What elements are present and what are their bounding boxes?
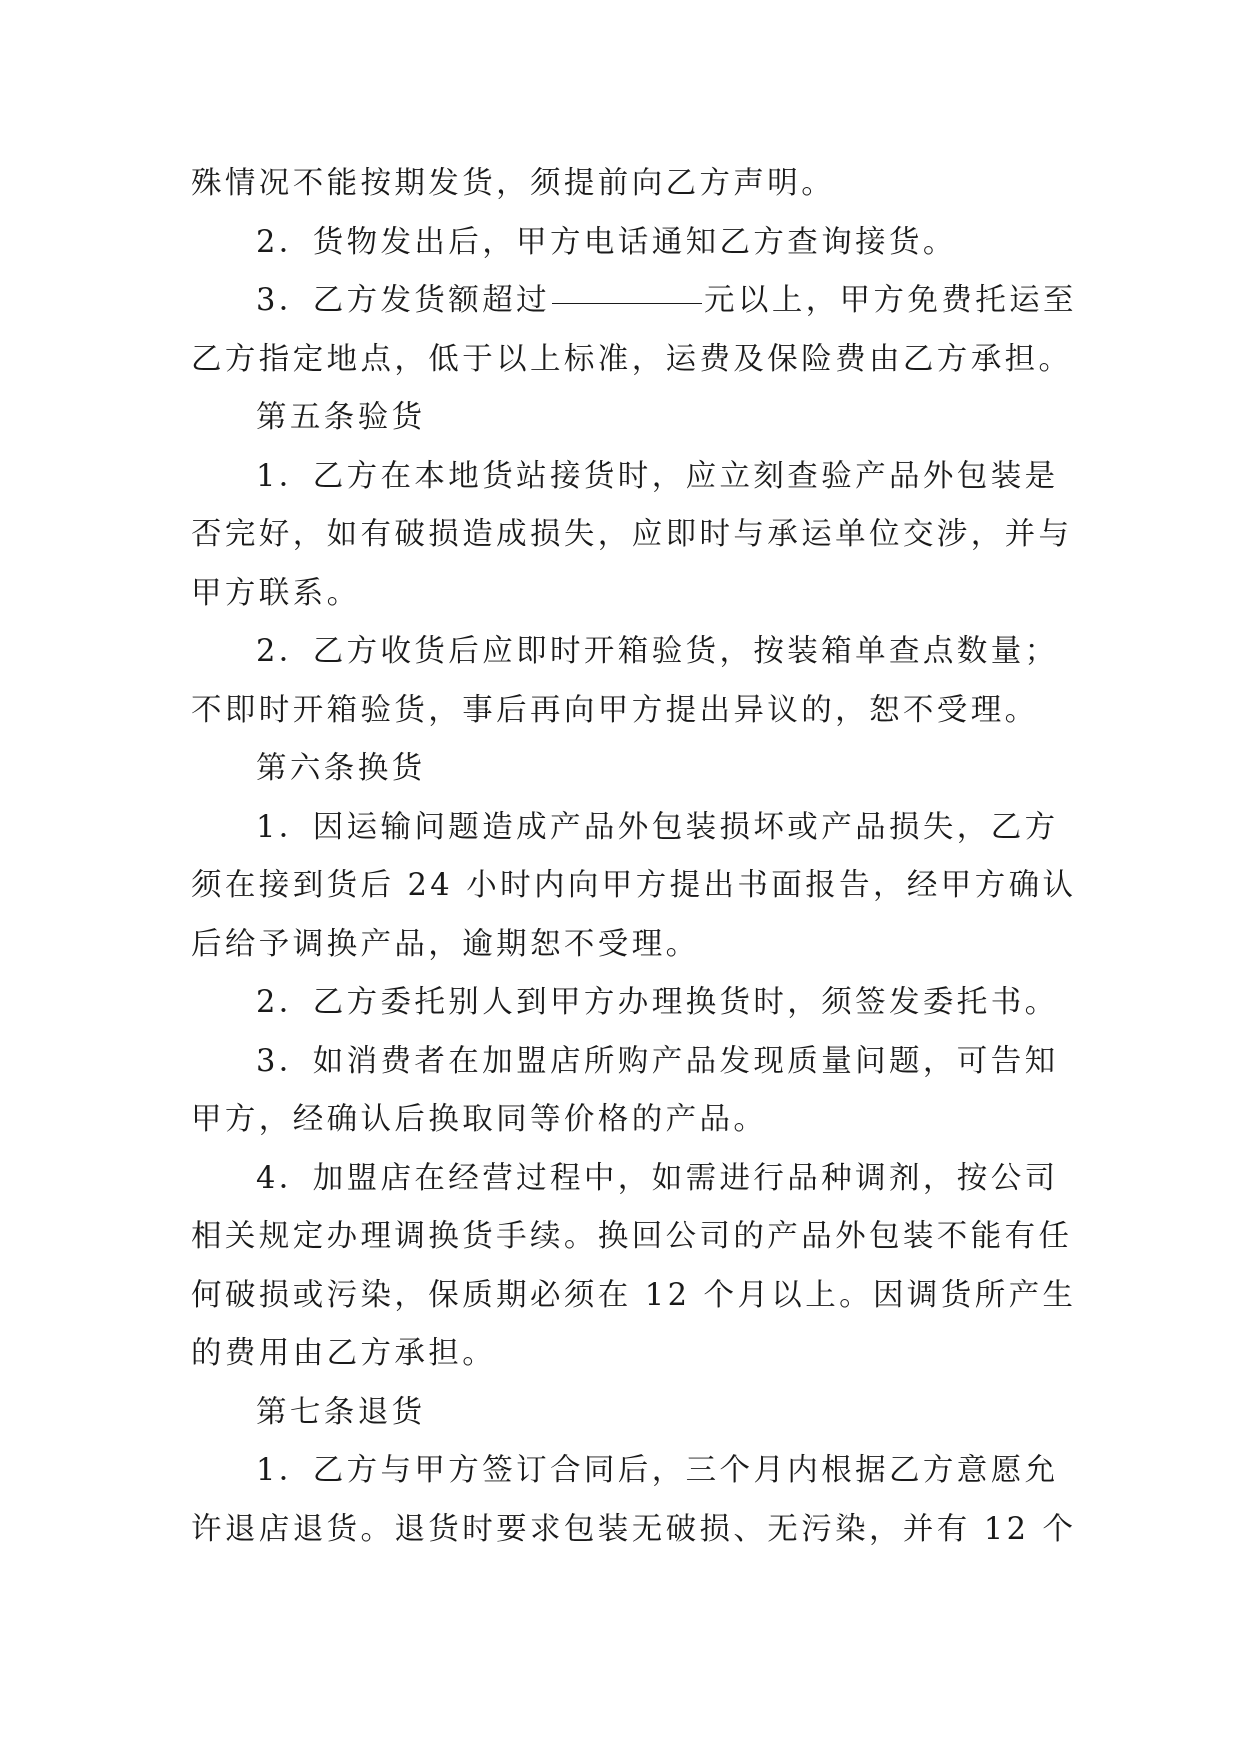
line-text: 3．乙方发货额超过: [256, 283, 551, 318]
contract-body: [191, 155, 1077, 1559]
paragraph-line: 殊情况不能按期发货，须提前向乙方声明。: [191, 166, 836, 201]
paragraph-line: 2．货物发出后，甲方电话通知乙方查询接货。: [256, 224, 957, 260]
paragraph-line: 何破损或污染，保质期必须在 12 个月以上。因调货所产生: [191, 1277, 1077, 1313]
paragraph-line: 相关规定办理调换货手续。换回公司的产品外包装不能有任: [191, 1219, 1073, 1254]
section-heading: 第七条退货: [256, 1394, 426, 1430]
section-heading: 第六条换货: [256, 751, 426, 786]
paragraph-line: 乙方指定地点，低于以上标准，运费及保险费由乙方承担。: [191, 341, 1073, 377]
paragraph-line: 不即时开箱验货，事后再向甲方提出异议的，恕不受理。: [191, 692, 1039, 728]
paragraph-line: 许退店退货。退货时要求包装无破损、无污染，并有 12 个: [191, 1511, 1077, 1547]
paragraph-line: 的费用由乙方承担。: [191, 1336, 497, 1371]
paragraph-line: 1．因运输问题造成产品外包装损坏或产品损失，乙方: [256, 809, 1059, 845]
paragraph-line: 4．加盟店在经营过程中，如需进行品种调剂，按公司: [256, 1160, 1059, 1196]
paragraph-line: 2．乙方委托别人到甲方办理换货时，须签发委托书。: [256, 985, 1059, 1020]
paragraph-line: 3．如消费者在加盟店所购产品发现质量问题，可告知: [256, 1043, 1059, 1079]
fill-in-blank: [552, 273, 702, 304]
paragraph-line: 甲方联系。: [191, 575, 361, 611]
paragraph-line: 1．乙方与甲方签订合同后，三个月内根据乙方意愿允: [256, 1453, 1059, 1488]
line-text: 元以上，甲方免费托运至: [704, 283, 1077, 318]
section-heading: 第五条验货: [256, 400, 426, 435]
paragraph-line: 2．乙方收货后应即时开箱验货，按装箱单查点数量；: [256, 634, 1059, 669]
paragraph-line: 后给予调换产品，逾期恕不受理。: [191, 926, 700, 962]
paragraph-line: 否完好，如有破损造成损失，应即时与承运单位交涉，并与: [191, 517, 1073, 552]
paragraph-line: 甲方，经确认后换取同等价格的产品。: [191, 1102, 768, 1137]
paragraph-line-with-blank: [191, 272, 1077, 331]
paragraph-line: 1．乙方在本地货站接货时，应立刻查验产品外包装是: [256, 458, 1059, 494]
paragraph-line: 须在接到货后 24 小时内向甲方提出书面报告，经甲方确认: [191, 868, 1077, 903]
